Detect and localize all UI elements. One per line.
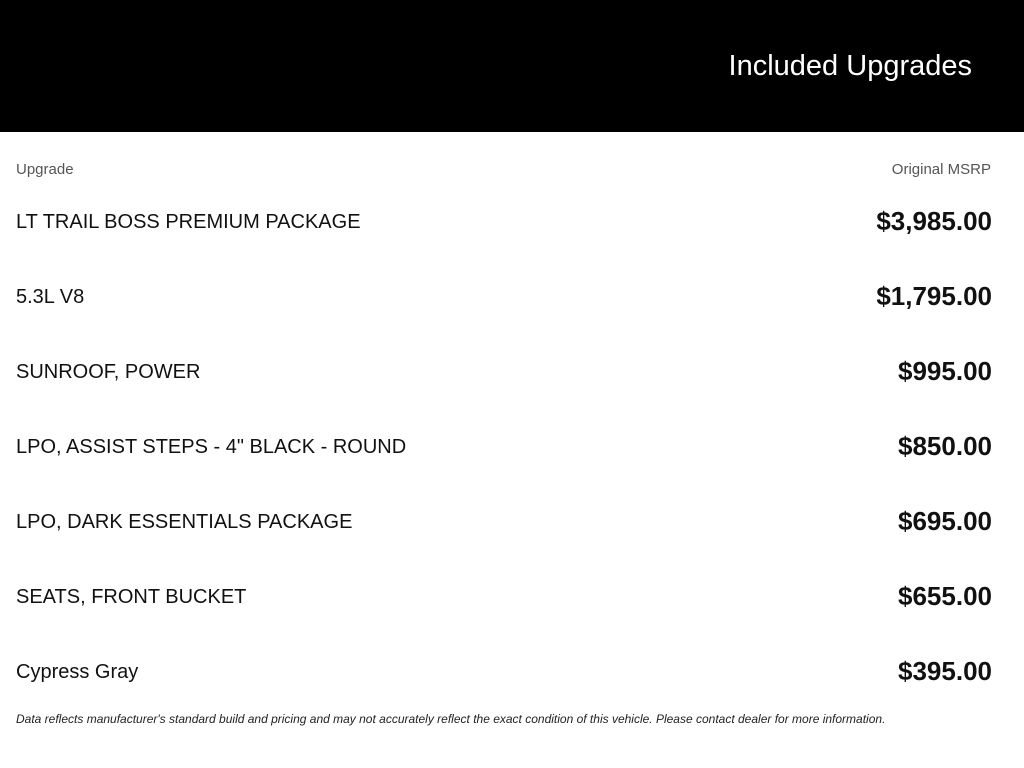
upgrade-price: $695.00 bbox=[898, 506, 992, 536]
upgrade-price: $655.00 bbox=[898, 581, 992, 611]
upgrade-name: Cypress Gray bbox=[16, 661, 139, 683]
upgrade-name: LPO, ASSIST STEPS - 4" BLACK - ROUND bbox=[16, 436, 407, 458]
header-bar bbox=[0, 0, 1024, 132]
upgrade-row bbox=[0, 259, 1024, 334]
upgrade-name: LT TRAIL BOSS PREMIUM PACKAGE bbox=[16, 211, 361, 233]
upgrade-row bbox=[0, 559, 1024, 634]
disclaimer-text: Data reflects manufacturer's standard build and pricing and may not accurately reflect the exact condition of this vehicle. Please contact dealer for more information. bbox=[16, 712, 886, 726]
upgrade-price: $1,795.00 bbox=[876, 281, 992, 311]
column-header-msrp: Original MSRP bbox=[891, 161, 991, 178]
upgrade-name: LPO, DARK ESSENTIALS PACKAGE bbox=[16, 511, 353, 533]
upgrade-price: $850.00 bbox=[898, 431, 992, 461]
upgrades-list bbox=[0, 184, 1024, 709]
upgrade-row bbox=[0, 634, 1024, 709]
upgrade-row bbox=[0, 184, 1024, 259]
upgrade-row bbox=[0, 334, 1024, 409]
upgrade-price: $3,985.00 bbox=[876, 206, 992, 236]
upgrade-price: $395.00 bbox=[898, 656, 992, 686]
upgrade-row bbox=[0, 484, 1024, 559]
upgrade-name: SUNROOF, POWER bbox=[16, 361, 201, 383]
page-title: Included Upgrades bbox=[728, 50, 972, 82]
upgrade-name: 5.3L V8 bbox=[16, 286, 85, 308]
upgrade-row bbox=[0, 409, 1024, 484]
upgrade-name: SEATS, FRONT BUCKET bbox=[16, 586, 247, 608]
column-header-upgrade: Upgrade bbox=[16, 161, 74, 178]
upgrade-price: $995.00 bbox=[898, 356, 992, 386]
